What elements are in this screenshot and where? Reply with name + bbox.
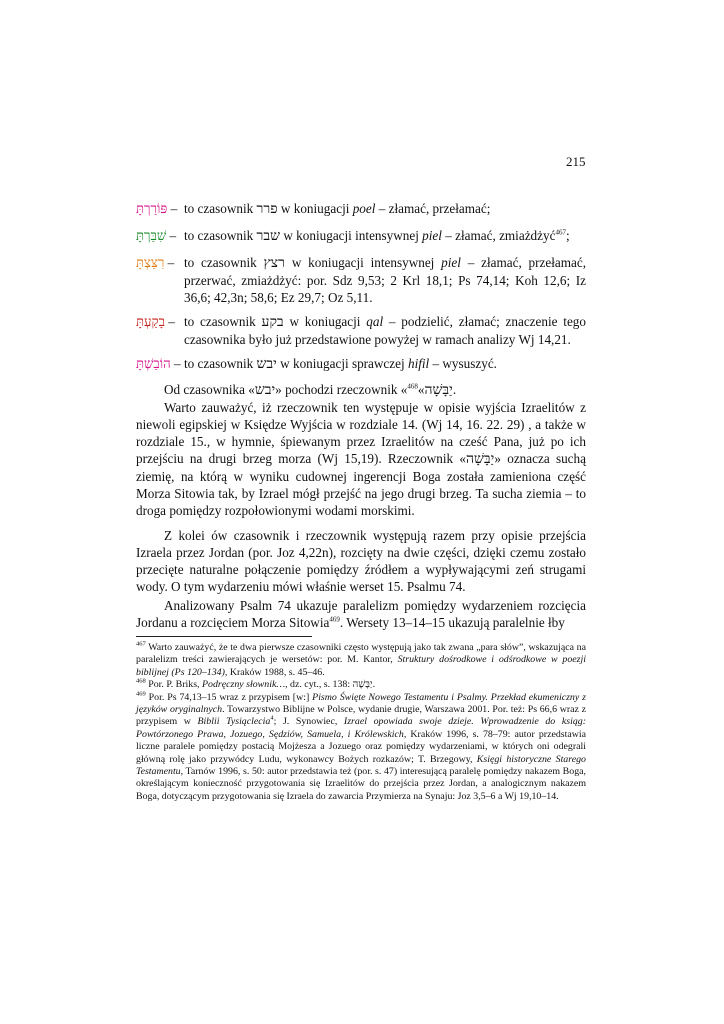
verb-description: to czasownik שבר w koniugacji intensywnej piel – złamać, zmiażdżyć$^{467}$; [184, 228, 570, 244]
paragraph-1: Od czasownika «יבש» pochodzi rzeczownik « יַבָּשָׁה»$^{468}$ . [164, 382, 457, 398]
conjugation: piel [441, 255, 461, 270]
hebrew-root: יבש [256, 356, 277, 372]
hebrew-term: פּוֹרַרְתָּ [136, 201, 168, 216]
dash: – [168, 314, 175, 329]
dash: – [169, 228, 177, 243]
verb-term [136, 313, 184, 348]
verb-term [136, 227, 184, 245]
verb-entry-baqata [136, 313, 586, 348]
dash: – [174, 356, 181, 371]
paragraph-4: Analizowany Psalm 74 ukazuje paralelizm pomiędzy wydarzeniem rozcięcia Jordanu a rozcięciem Morza Sitowia$^{469}$. Wersety 13–14–15 ukazują paralelnie łby [136, 598, 586, 630]
paragraph-3: Z kolei ów czasownik i rzeczownik występują razem przy opisie przejścia Izraela przez Jordan (por. Joz 4,22n), rozcięty na dwie części, dzięki czemu zostało przecięte naturalne połączenie pomiędzy źródłem a wypływającymi zeń strugami wody. O tym wydarzeniu mówi właśnie werset 15. Psalmu 74. [136, 528, 586, 594]
verb-entry-ritsatsta [136, 254, 586, 306]
verb-description: to czasownik בקע w koniugacji qal – podzielić, złamać; znaczenie tego czasownika było już przedstawione powyżej w ramach analizy Wj 14,21. [184, 314, 586, 347]
verb-description: to czasownik פרר w koniugacji poel – złamać, przełamać; [184, 201, 491, 217]
hebrew-term: רִצַּצְתָּ [136, 255, 165, 270]
footnote-467: $^{467}$ Warto zauważyć, że te dwa pierwsze czasowniki często występują jako tak zwana „para słów”, wskazująca na paralelizm treści zawierających je wersetów: por. M. Kantor, Struktury dośrodkowe i odśrodkowe w poezji biblijnej (Ps 120–134), Kraków 1988, s. 45–46. [136, 640, 587, 678]
dash: – [167, 255, 175, 270]
page-number: 215 [566, 154, 586, 169]
footnote-468: $^{468}$ Por. P. Briks, Podręczny słownik…, dz. cyt., s. 138: יַבָּשָׁה. [136, 677, 376, 691]
hebrew-term: שִׁבַּרְתָּ [136, 228, 167, 243]
hebrew-word: יַבָּשָׁה [424, 382, 453, 398]
footnotes [136, 642, 586, 803]
hebrew-root: שבר [256, 228, 281, 244]
hebrew-root: בקע [261, 314, 284, 330]
verb-entry-poraarta [136, 200, 586, 218]
conjugation: piel [422, 228, 442, 243]
conjugation: hifil [407, 356, 430, 371]
footnote-ref: 469 [329, 615, 340, 624]
footnote-divider [136, 636, 312, 637]
verb-term [136, 254, 184, 306]
verb-term [136, 200, 184, 218]
footnote-ref: 467 [555, 228, 566, 237]
paragraph-2: Warto zauważyć, iż rzeczownik ten występuje w opisie wyjścia Izraelitów z niewoli egipskiej w Księdze Wyjścia w rozdziale 14. (Wj 14, 16. 22. 29) , a także w rozdziale 15., w hymnie, śpiewanym przez Izraelitów na cześć Pana, już po ich przejściu na drugi brzeg morza (Wj 15,19). Rzeczownik «יַבָּשָׁה» oznacza suchą ziemię, na którą w wyniku cudownej ingerencji Boga została zamieniona część Morza Sitowia tak, by Izrael mógł przejść na jego drugi brzeg. Ta sucha ziemia – to droga pomiędzy rozpołowionymi wodami morskimi. [136, 400, 586, 518]
verb-description: to czasownik רצץ w koniugacji intensywnej piel – złamać, przełamać, przerwać, zmiażdżyć: por. Sdz 9,53; 2 Krl 18,1; Ps 74,14; Koh 12,6; Iz 36,6; 42,3n; 58,6; Ez 29,7; Oz 5,11. [184, 255, 587, 305]
hebrew-root: פרר [256, 201, 278, 217]
hebrew-word: יבש [254, 382, 276, 398]
verb-entry-hovashta [136, 355, 586, 373]
hebrew-word: יַבָּשָׁה [465, 451, 495, 467]
conjugation: poel [352, 201, 376, 216]
body-text-main [136, 381, 586, 595]
hebrew-word: יַבָּשָׁה [352, 679, 373, 691]
footnote-469: $^{469}$ Por. Ps 74,13–15 wraz z przypisem [w:] Pismo Święte Nowego Testamentu i Psalmy. Przekład ekumeniczny z języków oryginalnych. Towarzystwo Biblijne w Polsce, wydanie drugie, Warszawa 2001. Por. też: Ps 66,6 wraz z przypisem w Biblii Tysiąclecia$^4$; J. Synowiec, Izrael opowiada swoje dzieje. Wprowadzenie do ksiąg: Powtórzonego Prawa, Jozuego, Sędziów, Samuela, i Królewskich, Kraków 1996, s. 78–79: autor przedstawia liczne paralele pomiędzy postacią Mojżesza a Jozuego oraz pomiędzy wydarzeniami, w których oni odegrali główną rolę jako przywódcy Ludu, wykonawcy Bożych rozkazów; T. Brzegowy, Księgi historyczne Starego Testamentu, Tarnów 1996, s. 50: autor przedstawia też (por. s. 47) interesującą paralelę pomiędzy nakazem Boga, określającym konieczność przygotowania się Izraelitów do przejścia przez Jordan, a analogicznym nakazem Boga, dotyczącym przygotowania się Izraela do zawarcia Przymierza na Synaju: Joz 3,5–6 a Wj 19,10–14. [136, 690, 587, 802]
verb-description: to czasownik יבש w koniugacji sprawczej hifil – wysuszyć. [184, 356, 497, 372]
dash: – [170, 201, 178, 216]
verb-term [136, 355, 184, 373]
hebrew-root: רצץ [263, 255, 286, 271]
body-text-continuation [136, 597, 586, 631]
footnote-ref: 468 [407, 382, 418, 391]
verb-entry-shibbarta [136, 227, 586, 245]
hebrew-term: הוֹבַשְׁתָּ [136, 356, 171, 371]
conjugation: qal [366, 314, 384, 329]
hebrew-term: בָקַעְתָּ [136, 314, 165, 329]
